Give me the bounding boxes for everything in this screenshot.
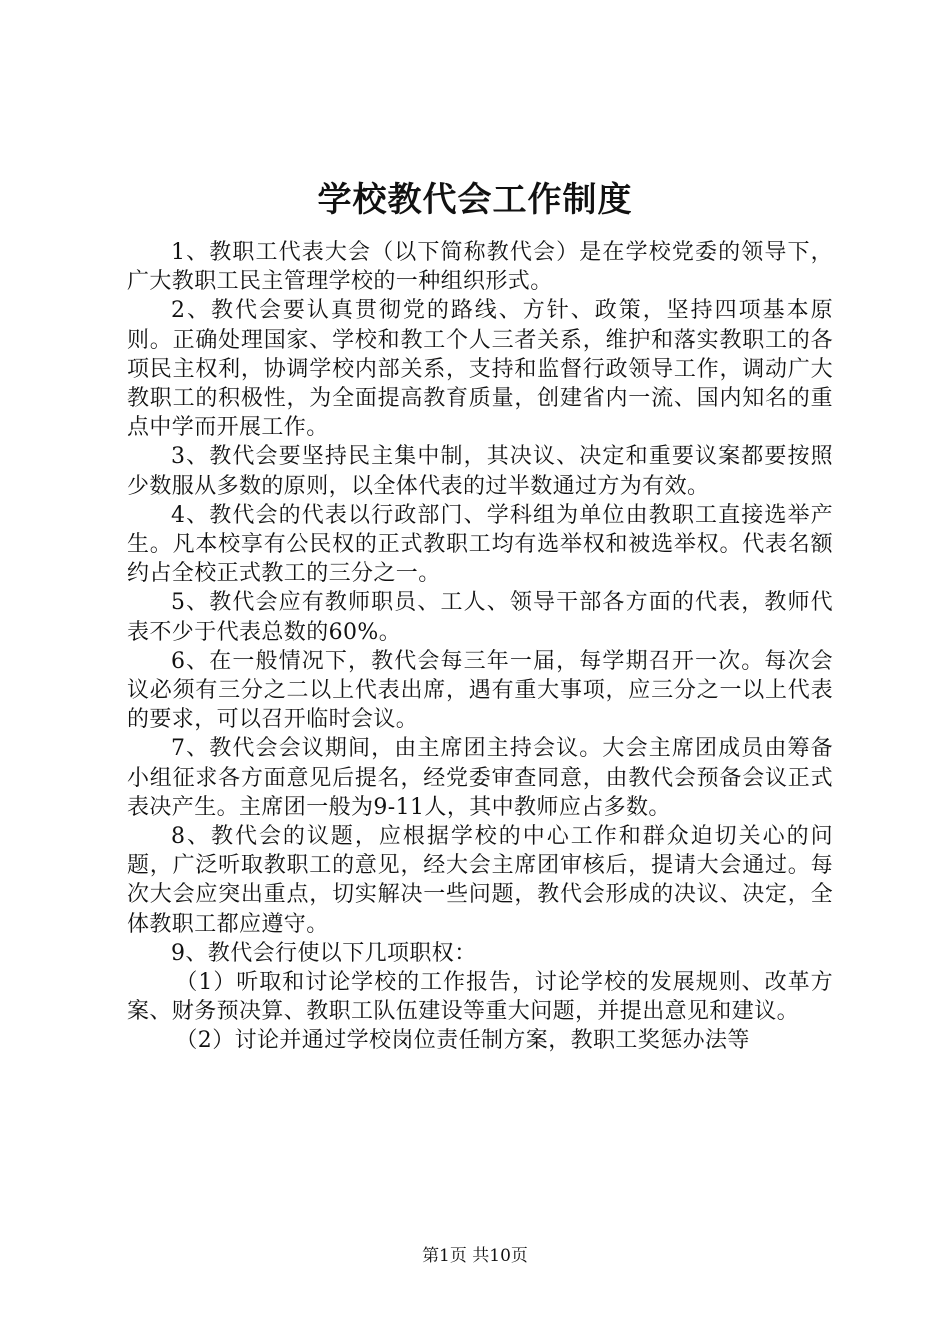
paragraph-7: 7、教代会会议期间，由主席团主持会议。大会主席团成员由筹备小组征求各方面意见后提名，经党委审查同意，由教代会预备会议正式表决产生。主席团一般为9-11人，其中教师应占多数。 — [127, 736, 833, 820]
paragraph-3: 3、教代会要坚持民主集中制，其决议、决定和重要议案都要按照少数服从多数的原则，以全体代表的过半数通过方为有效。 — [127, 444, 833, 499]
page-footer: 第1页 共10页 — [422, 1246, 528, 1266]
paragraph-6: 6、在一般情况下，教代会每三年一届，每学期召开一次。每次会议必须有三分之二以上代表出席，遇有重大事项，应三分之一以上代表的要求，可以召开临时会议。 — [127, 648, 833, 733]
paragraph-8: 8、教代会的议题，应根据学校的中心工作和群众迫切关心的问题，广泛听取教职工的意见，经大会主席团审核后，提请大会通过。每次大会应突出重点，切实解决一些问题，教代会形成的决议、决定，全体教职工都应遵守。 — [127, 824, 833, 937]
paragraph-5: 5、教代会应有教师职员、工人、领导干部各方面的代表，教师代表不少于代表总数的60%。 — [127, 590, 833, 645]
paragraph-1: 1、教职工代表大会（以下简称教代会）是在学校党委的领导下，广大教职工民主管理学校的一种组织形式。 — [127, 240, 833, 295]
document-body — [127, 238, 833, 1056]
paragraph-9: 9、教代会行使以下几项职权： — [171, 940, 477, 966]
paragraph-2: 2、教代会要认真贯彻党的路线、方针、政策，坚持四项基本原则。正确处理国家、学校和教工个人三者关系，维护和落实教职工的各项民主权利，协调学校内部关系，支持和监督行政领导工作，调动广大教职工的积极性，为全面提高教育质量，创建省内一流、国内知名的重点中学而开展工作。 — [127, 298, 833, 441]
document-title: 学校教代会工作制度 — [317, 180, 633, 220]
paragraph-4: 4、教代会的代表以行政部门、学科组为单位由教职工直接选举产生。凡本校享有公民权的正式教职工均有选举权和被选举权。代表名额约占全校正式教工的三分之一。 — [127, 502, 833, 587]
paragraph-9-item-1: （1）听取和讨论学校的工作报告，讨论学校的发展规则、改革方案、财务预决算、教职工队伍建设等重大问题，并提出意见和建议。 — [127, 970, 833, 1025]
paragraph-9-item-2: （2）讨论并通过学校岗位责任制方案，教职工奖惩办法等 — [175, 1028, 750, 1054]
